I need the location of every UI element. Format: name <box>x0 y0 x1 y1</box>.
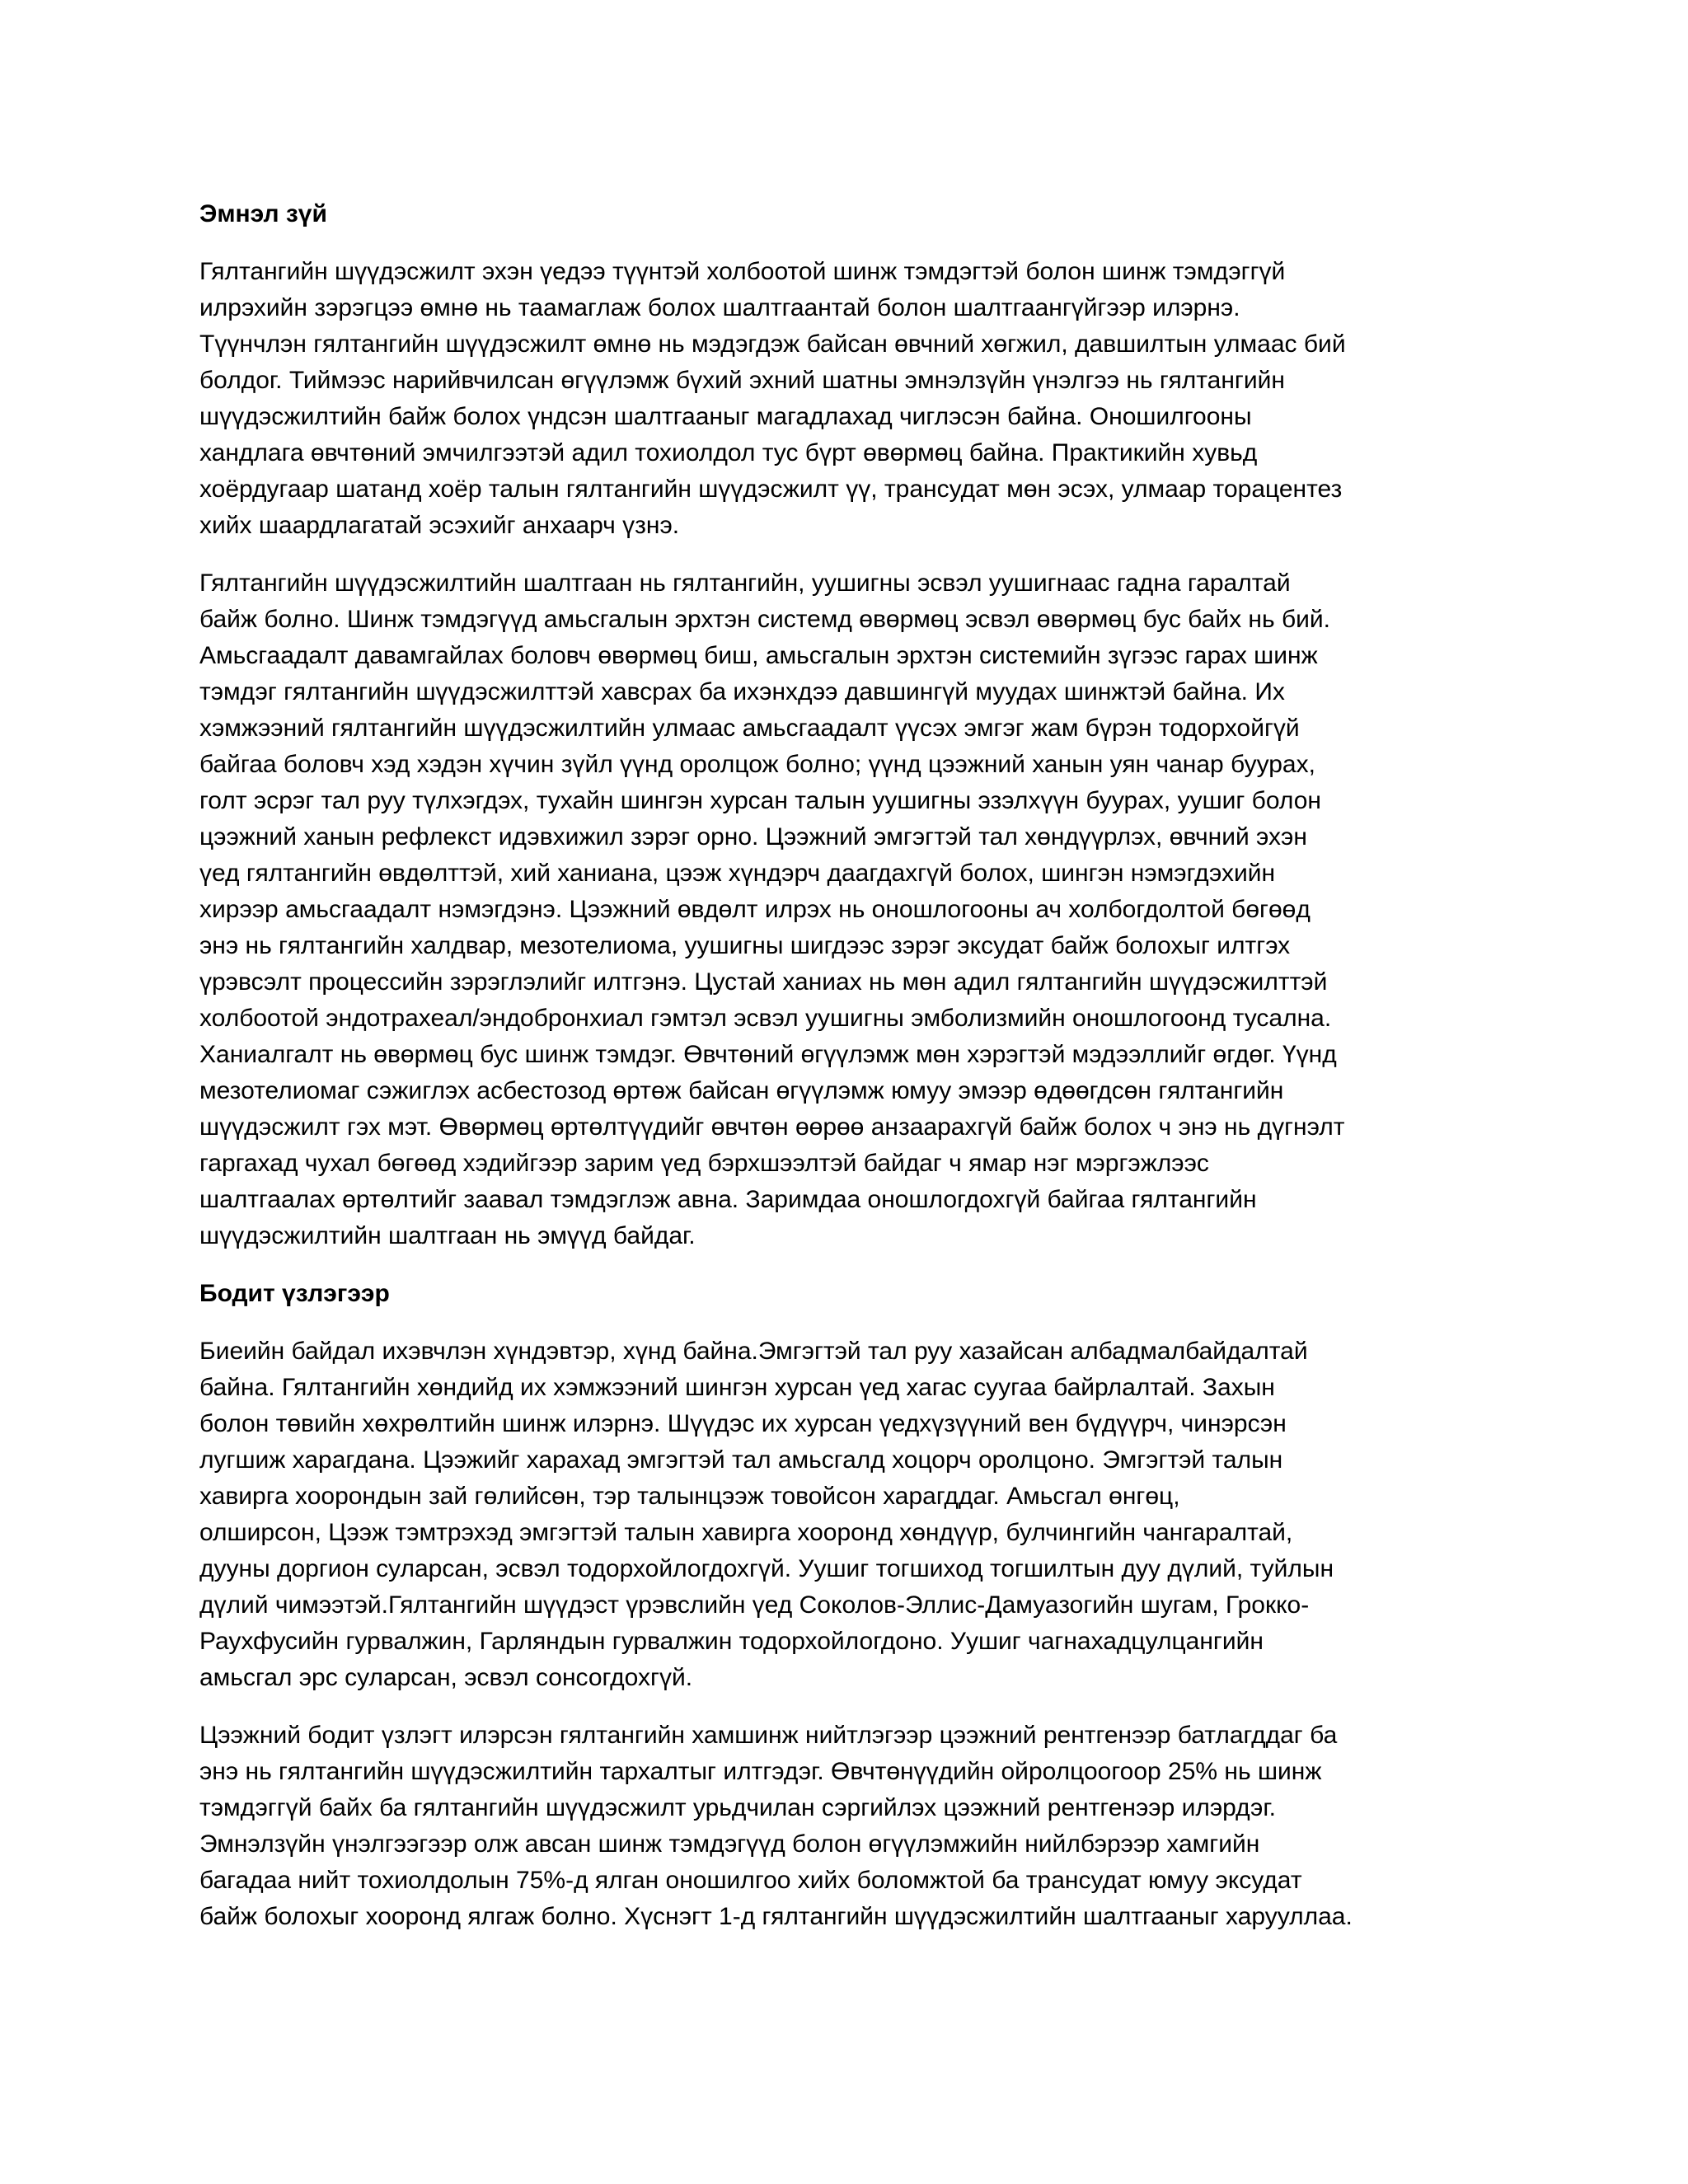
text-line: гаргахад чухал бөгөөд хэдийгээр зарим үед бэрхшээлтэй байдаг ч ямар нэг мэргэжлээс <box>199 1150 1209 1177</box>
text-line: Түүнчлэн гялтангийн шүүдэсжилт өмнө нь мэдэгдэж байсан өвчний хөгжил, давшилтын улмаас бий <box>199 330 1346 358</box>
text-line: байж болно. Шинж тэмдэгүүд амьсгалын эрхтэн системд өвөрмөц эсвэл өвөрмөц бус байх нь бий. <box>199 606 1330 633</box>
text-line: багадаа нийт тохиолдолын 75%-д ялган оношилгоо хийх боломжтой ба трансудат юмуу эксудат <box>199 1867 1302 1894</box>
section-heading: Эмнэл зүй <box>199 200 327 227</box>
text-line: Биеийн байдал ихэвчлэн хүндэвтэр, хүнд байна.Эмгэгтэй тал руу хазайсан албадмалбайдалтай <box>199 1338 1308 1365</box>
text-line: лугшиж харагдана. Цээжийг харахад эмгэгтэй тал амьсгалд хоцорч оролцоно. Эмгэгтэй талын <box>199 1446 1283 1474</box>
text-line: байж болохыг хооронд ялгаж болно. Хүснэгт 1-д гялтангийн шүүдэсжилтийн шалтгааныг харууллаа. <box>199 1903 1353 1930</box>
text-line: голт эсрэг тал руу түлхэгдэх, тухайн шингэн хурсан талын уушигны эзэлхүүн буурах, уушиг болон <box>199 787 1321 814</box>
text-line: шүүдэсжилт гэх мэт. Өвөрмөц өртөлтүүдийг өвчтөн өөрөө анзаарахгүй байж болох ч энэ нь дүгнэлт <box>199 1113 1345 1141</box>
text-line: үрэвсэлт процессийн зэрэглэлийг илтгэнэ. Цустай ханиах нь мөн адил гялтангийн шүүдэсжилттэй <box>199 968 1328 996</box>
text-line: амьсгал эрс суларсан, эсвэл сонсогдохгүй. <box>199 1664 693 1691</box>
text-line: хоёрдугаар шатанд хоёр талын гялтангийн шүүдэсжилт үү, трансудат мөн эсэх, улмаар торацентез <box>199 476 1343 503</box>
text-line: хэмжээний гялтангийн шүүдэсжилтийн улмаас амьсгаадалт үүсэх эмгэг жам бүрэн тодорхойгүй <box>199 715 1300 742</box>
section-physical-exam <box>199 1276 1493 1935</box>
text-line: болон төвийн хөхрөлтийн шинж илэрнэ. Шүүдэс их хурсан үедхүзүүний вен бүдүүрч, чинэрсэн <box>199 1410 1287 1437</box>
text-line: цээжний ханын рефлекст идэвхижил зэрэг орно. Цээжний эмгэгтэй тал хөндүүрлэх, өвчний эхэн <box>199 823 1307 851</box>
text-line: хирээр амьсгаадалт нэмэгдэнэ. Цээжний өвдөлт илрэх нь оношлогооны ач холбогдолтой бөгөөд <box>199 896 1311 923</box>
paragraph <box>199 565 1493 1254</box>
text-line: Гялтангийн шүүдэсжилт эхэн үедээ түүнтэй холбоотой шинж тэмдэгтэй болон шинж тэмдэггүй <box>199 258 1286 285</box>
text-line: үед гялтангийн өвдөлттэй, хий ханиана, цээж хүндэрч даагдахгүй болох, шингэн нэмэгдэхийн <box>199 860 1276 887</box>
paragraph <box>199 1333 1493 1696</box>
paragraph <box>199 1718 1493 1935</box>
text-line: тэмдэггүй байх ба гялтангийн шүүдэсжилт урьдчилан сэргийлэх цээжний рентгенээр илэрдэг. <box>199 1794 1276 1821</box>
text-line: хийх шаардлагатай эсэхийг анхаарч үзнэ. <box>199 512 680 539</box>
text-line: Эмнэлзүйн үнэлгээгээр олж авсан шинж тэмдэгүүд болон өгүүлэмжийн нийлбэрээр хамгийн <box>199 1830 1260 1858</box>
text-line: байна. Гялтангийн хөндийд их хэмжээний шингэн хурсан үед хагас суугаа байрлалтай. Захын <box>199 1374 1275 1401</box>
text-line: илрэхийн зэрэгцээ өмнө нь таамаглаж болох шалтгаантай болон шалтгаангүйгээр илэрнэ. <box>199 294 1240 321</box>
text-line: дууны доргион суларсан, эсвэл тодорхойлогдохгүй. Уушиг тогшиход тогшилтын дуу дүлий, туйлын <box>199 1555 1334 1582</box>
section-heading: Бодит үзлэгээр <box>199 1280 390 1307</box>
text-line: олширсон, Цээж тэмтрэхэд эмгэгтэй талын хавирга хооронд хөндүүр, булчингийн чангаралтай, <box>199 1519 1293 1546</box>
text-line: хавирга хоорондын зай гөлийсөн, тэр талынцээж товойсон харагддаг. Амьсгал өнгөц, <box>199 1483 1180 1510</box>
text-line: Раухфусийн гурвалжин, Гарляндын гурвалжин тодорхойлогдоно. Уушиг чагнахадцулцангийн <box>199 1628 1264 1655</box>
text-line: холбоотой эндотрахеал/эндобронхиал гэмтэл эсвэл уушигны эмболизмийн оношлогоонд тусална. <box>199 1005 1332 1032</box>
text-line: байгаа боловч хэд хэдэн хүчин зүйл үүнд оролцож болно; үүнд цээжний ханын уян чанар буурах, <box>199 751 1315 778</box>
text-line: тэмдэг гялтангийн шүүдэсжилттэй хавсрах ба ихэнхдээ давшингүй муудах шинжтэй байна. Их <box>199 678 1285 705</box>
text-line: мезотелиомаг сэжиглэх асбестозод өртөж байсан өгүүлэмж юмуу эмээр өдөөгдсөн гялтангийн <box>199 1077 1284 1104</box>
text-line: Ханиалгалт нь өвөрмөц бус шинж тэмдэг. Өвчтөний өгүүлэмж мөн хэрэгтэй мэдээллийг өгдөг. Үүнд <box>199 1041 1337 1068</box>
text-line: энэ нь гялтангийн халдвар, мезотелиома, уушигны шигдээс зэрэг эксудат байж болохыг илтгэх <box>199 932 1291 959</box>
text-line: энэ нь гялтангийн шүүдэсжилтийн тархалтыг илтгэдэг. Өвчтөнүүдийн ойролцоогоор 25% нь шинж <box>199 1758 1322 1785</box>
text-line: болдог. Тиймээс нарийвчилсан өгүүлэмж бүхий эхний шатны эмнэлзүйн үнэлгээ нь гялтангийн <box>199 367 1285 394</box>
text-line: Гялтангийн шүүдэсжилтийн шалтгаан нь гялтангийн, уушигны эсвэл уушигнаас гадна гаралтай <box>199 569 1291 597</box>
document-page <box>199 196 1493 1957</box>
paragraph <box>199 254 1493 544</box>
text-line: шалтгаалах өртөлтийг заавал тэмдэглэж авна. Заримдаа оношлогдохгүй байгаа гялтангийн <box>199 1186 1257 1213</box>
text-line: шүүдэсжилтийн байж болох үндсэн шалтгааныг магадлахад чиглэсэн байна. Оношилгооны <box>199 403 1252 430</box>
text-line: шүүдэсжилтийн шалтгаан нь эмүүд байдаг. <box>199 1222 696 1249</box>
text-line: Цээжний бодит үзлэгт илэрсэн гялтангийн хамшинж нийтлэгээр цээжний рентгенээр батлагддаг ба <box>199 1722 1338 1749</box>
text-line: Амьсгаадалт давамгайлах боловч өвөрмөц биш, амьсгалын эрхтэн системийн зүгээс гарах шинж <box>199 642 1318 669</box>
text-line: хандлага өвчтөний эмчилгээтэй адил тохиолдол тус бүрт өвөрмөц байна. Практикийн хувьд <box>199 439 1258 466</box>
text-line: дүлий чимээтэй.Гялтангийн шүүдэст үрэвслийн үед Соколов-Эллис-Дамуазогийн шугам, Грокко- <box>199 1591 1310 1619</box>
section-clinical-picture <box>199 196 1493 1254</box>
